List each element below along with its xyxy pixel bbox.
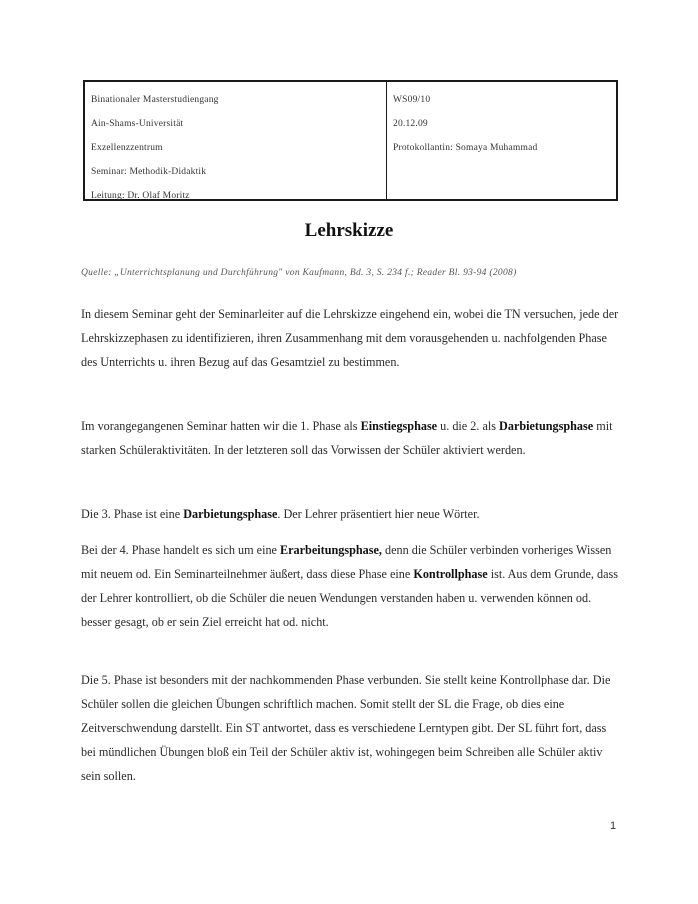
center-name: Exzellenzzentrum <box>91 143 163 153</box>
paragraph-phase-4: Bei der 4. Phase handelt es sich um eine Erarbeitungsphase, denn die Schüler verbinden vorheriges Wissen mit neuem od. Ein Seminarteilnehmer äußert, dass diese Phase eine Kontrollphase ist. Aus dem Grunde, dass der Lehrer kontrolliert, ob die Schüler die neuen Wendungen verstanden haben u. verwenden können od. besser gesagt, ob er sein Ziel erreicht hat od. nicht. <box>81 543 618 629</box>
term-darbietungsphase: Darbietungsphase <box>183 507 278 521</box>
date: 20.12.09 <box>393 119 428 129</box>
university-name: Ain-Shams-Universität <box>91 119 184 129</box>
document-title: Lehrskizze <box>304 220 394 241</box>
term-kontrollphase: Kontrollphase <box>413 567 488 581</box>
header-divider <box>386 82 387 199</box>
seminar-name: Seminar: Methodik-Didaktik <box>91 167 207 177</box>
paragraph-phases-1-2: Im vorangegangenen Seminar hatten wir die 1. Phase als Einstiegsphase u. die 2. als Darbietungsphase mit starken Schüleraktivitäten. In der letzteren soll das Vorwissen der Schüler aktiviert werden. <box>81 419 613 457</box>
term-erarbeitungsphase: Erarbeitungsphase, <box>280 543 382 557</box>
header-table <box>83 80 618 201</box>
term-darbietungsphase: Darbietungsphase <box>499 419 594 433</box>
page-number: 1 <box>610 820 617 832</box>
source-citation: Quelle: „Unterrichtsplanung und Durchführung" von Kaufmann, Bd. 3, S. 234 f.; Reader Bl. 93-94 (2008) <box>81 268 517 278</box>
paragraph-intro: In diesem Seminar geht der Seminarleiter auf die Lehrskizze eingehend ein, wobei die TN versuchen, jede der Lehrskizzephasen zu identifizieren, ihren Zusammenhang mit dem vorausgehenden u. nachfolgenden Phase des Unterrichts u. ihren Bezug auf das Gesamtziel zu bestimmen. <box>81 307 619 369</box>
program-name: Binationaler Masterstudiengang <box>91 95 219 105</box>
protocol-writer: Protokollantin: Somaya Muhammad <box>393 143 538 153</box>
semester: WS09/10 <box>393 95 431 105</box>
paragraph-phase-3: Die 3. Phase ist eine Darbietungsphase. Der Lehrer präsentiert hier neue Wörter. <box>81 507 480 521</box>
paragraph-phase-5: Die 5. Phase ist besonders mit der nachkommenden Phase verbunden. Sie stellt keine Kontrollphase dar. Die Schüler sollen die gleichen Übungen schriftlich machen. Somit stellt der SL die Frage, ob dies eine Zeitverschwendung darstellt. Ein ST antwortet, dass es verschiedene Lerntypen gibt. Der SL führt fort, dass bei mündlichen Übungen bloß ein Teil der Schüler aktiv ist, wohingegen beim Schreiben alle Schüler aktiv sein sollen. <box>81 673 611 783</box>
term-einstiegsphase: Einstiegsphase <box>360 419 438 433</box>
seminar-leader: Leitung: Dr. Olaf Moritz <box>91 191 190 201</box>
